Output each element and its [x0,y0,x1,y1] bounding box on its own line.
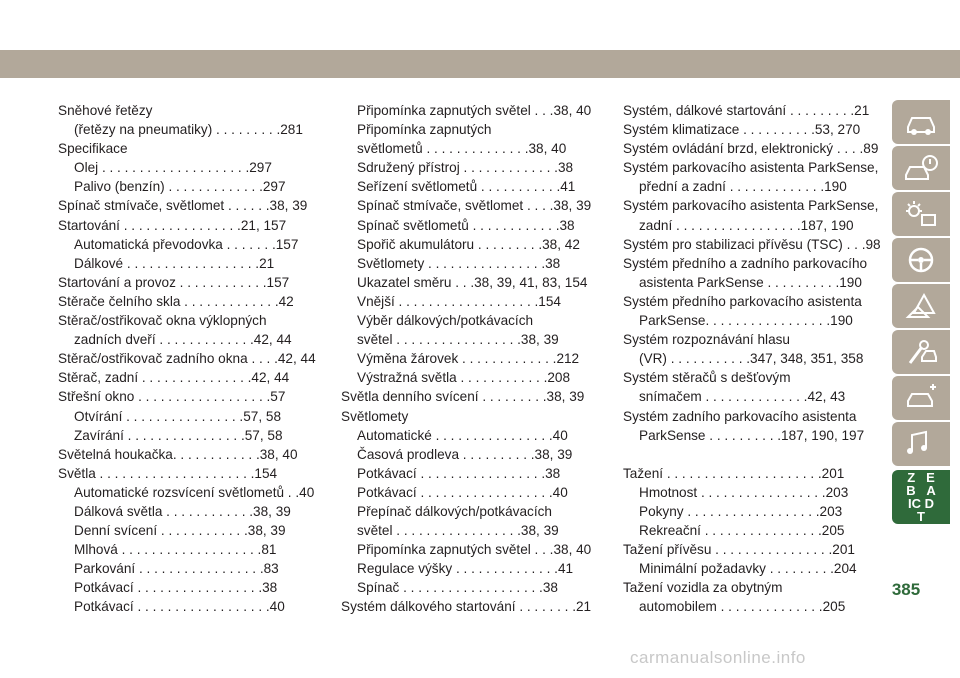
watermark-text: carmanualsonline.info [630,648,806,667]
index-entry: Specifikace [58,141,128,157]
index-column-3 [623,101,887,616]
index-entry: Automatické rozsvícení světlometů . .40 [74,484,315,500]
light-indicator-icon [904,199,938,229]
index-entry: Systém zadního parkovacího asistenta [623,408,857,424]
index-entry: Spínač světlometů . . . . . . . . . . . .38 [357,217,575,233]
index-entry: Potkávací . . . . . . . . . . . . . . . . .38 [74,580,278,596]
tab-steering-wheel-icon[interactable] [892,238,950,282]
index-entry: Zavírání . . . . . . . . . . . . . . . .57, 58 [74,427,283,443]
index-entry: Systém klimatizace . . . . . . . . . .53, 270 [623,122,861,138]
header-band [0,50,960,78]
index-entry: Tažení . . . . . . . . . . . . . . . . . . . . .201 [623,465,845,481]
index-entry: Připomínka zapnutých světel . . .38, 40 [357,103,592,118]
tab-light-indicator-icon[interactable] [892,192,950,236]
index-entry: Spínač . . . . . . . . . . . . . . . . . . .38 [357,580,558,596]
index-entry: Přepínač dálkových/potkávacích [357,503,552,519]
index-entry: Sdružený přístroj . . . . . . . . . . . . .38 [357,160,574,176]
tab-car-spec-icon[interactable] [892,376,950,420]
index-entry: Systém parkovacího asistenta ParkSense, [623,160,879,176]
index-entry: Sněhové řetězy [58,103,153,118]
index-entry: Olej . . . . . . . . . . . . . . . . . . . .297 [74,160,272,176]
index-entry: asistenta ParkSense . . . . . . . . . .190 [639,274,862,290]
index-entry: Rekreační . . . . . . . . . . . . . . . .205 [639,522,845,538]
index-entry: Výběr dálkových/potkávacích [357,313,534,329]
index-entry: Hmotnost . . . . . . . . . . . . . . . . .203 [639,484,849,500]
index-entry: Systém stěračů s dešťovým [623,370,791,386]
index-entry: Otvírání . . . . . . . . . . . . . . . .57, 58 [74,408,281,424]
road-hazard-icon [904,291,938,321]
radio-music-icon [904,429,938,459]
index-entry: Světlomety [341,408,409,424]
index-entry: (řetězy na pneumatiky) . . . . . . . . .281 [74,122,303,138]
index-entry: světel . . . . . . . . . . . . . . . . .38, 39 [357,523,559,539]
tab-warning-car-icon[interactable] [892,146,950,190]
page-number: 385 [891,580,921,599]
tab-index[interactable] [892,470,950,524]
index-entry: Minimální požadavky . . . . . . . . .204 [639,561,857,577]
index-entry: Dálkové . . . . . . . . . . . . . . . . . .21 [74,255,275,271]
index-entry: Potkávací . . . . . . . . . . . . . . . . . .40 [357,484,568,500]
index-entry: Světelná houkačka. . . . . . . . . . . .38, 40 [58,446,298,462]
index-entry: Mlhová . . . . . . . . . . . . . . . . . . .81 [74,542,277,558]
warning-car-icon [904,153,938,183]
index-entry: Systém, dálkové startování . . . . . . . . .21 [623,103,870,118]
index-entry: Parkování . . . . . . . . . . . . . . . . .83 [74,561,279,577]
index-entry: Výměna žárovek . . . . . . . . . . . . .212 [357,351,580,367]
index-entry: Potkávací . . . . . . . . . . . . . . . . . .40 [74,599,285,615]
index-entry: automobilem . . . . . . . . . . . . . .205 [639,599,846,615]
index-entry: Ukazatel směru . . .38, 39, 41, 83, 154 [357,274,588,290]
index-entry: Automatické . . . . . . . . . . . . . . . .40 [357,427,568,443]
index-entry: Pokyny . . . . . . . . . . . . . . . . . .203 [639,503,843,519]
index-entry: snímačem . . . . . . . . . . . . . .42, 43 [639,389,846,405]
index-entry: Stěrač/ostřikovač zadního okna . . . .42, 44 [58,351,316,367]
index-entry: Systém předního a zadního parkovacího [623,255,868,271]
index-entry: Světla denního svícení . . . . . . . . .38, 39 [341,389,585,405]
index-entry: Vnější . . . . . . . . . . . . . . . . . . .154 [357,293,561,309]
index-entry: Startování a provoz . . . . . . . . . . . .157 [58,274,290,290]
car-icon [904,107,938,137]
index-letters-icon: Z E B A IC D T [906,470,936,524]
index-entry: Potkávací . . . . . . . . . . . . . . . . .38 [357,465,561,481]
index-entry: Připomínka zapnutých světel . . .38, 40 [357,542,592,558]
index-entry: Světlomety . . . . . . . . . . . . . . . .38 [357,255,561,271]
index-entry: Stěrač, zadní . . . . . . . . . . . . . . .42, 44 [58,370,290,386]
index-entry: Seřízení světlometů . . . . . . . . . . .41 [357,179,576,195]
index-entry: (VR) . . . . . . . . . . .347, 348, 351, 358 [639,351,864,367]
index-entry: Systém dálkového startování . . . . . . . .21 [341,599,592,615]
index-entry: Časová prodleva . . . . . . . . . .38, 39 [357,446,573,462]
index-entry: Spínač stmívače, světlomet . . . . . .38, 39 [58,198,308,214]
index-entry: Spořič akumulátoru . . . . . . . . .38, 42 [357,236,580,252]
index-entry: Regulace výšky . . . . . . . . . . . . . .41 [357,561,574,577]
index-entry: Systém parkovacího asistenta ParkSense, [623,198,879,214]
index-entry: Střešní okno . . . . . . . . . . . . . . . . . .57 [58,389,286,405]
index-entry: Automatická převodovka . . . . . . .157 [74,236,299,252]
index-entry: Spínač stmívače, světlomet . . . .38, 39 [357,198,592,214]
index-entry: Systém ovládání brzd, elektronický . . . .89 [623,141,879,157]
index-entry: zadních dveří . . . . . . . . . . . . .42, 44 [74,332,292,348]
index-column-1 [58,101,322,617]
tab-road-hazard-icon[interactable] [892,284,950,328]
index-entry: zadní . . . . . . . . . . . . . . . . .187, 190 [639,217,854,233]
index-entry: světel . . . . . . . . . . . . . . . . .38, 39 [357,332,559,348]
wrench-car-icon [904,337,938,367]
index-entry: Připomínka zapnutých [357,122,492,138]
index-entry: přední a zadní . . . . . . . . . . . . .190 [639,179,847,195]
index-entry: Dálková světla . . . . . . . . . . . .38, 39 [74,503,291,519]
index-entry: Světla . . . . . . . . . . . . . . . . . . . . .154 [58,465,278,481]
index-entry: Tažení přívěsu . . . . . . . . . . . . . . . .201 [623,542,855,558]
steering-wheel-icon [904,245,938,275]
index-column-2 [341,101,605,617]
index-entry: Výstražná světla . . . . . . . . . . . .208 [357,370,571,386]
index-entry: Stěrač/ostřikovač okna výklopných [58,313,267,329]
index-entry: Systém předního parkovacího asistenta [623,293,862,309]
tab-wrench-car-icon[interactable] [892,330,950,374]
tab-car-icon[interactable] [892,100,950,144]
index-entry: ParkSense . . . . . . . . . .187, 190, 197 [639,427,865,443]
car-spec-icon [904,383,938,413]
index-entry: Startování . . . . . . . . . . . . . . . .21, 157 [58,217,287,233]
tab-radio-music-icon[interactable] [892,422,950,466]
index-entry: Systém rozpoznávání hlasu [623,332,790,348]
index-entry: Denní svícení . . . . . . . . . . . .38, 39 [74,523,286,539]
index-entry: Systém pro stabilizaci přívěsu (TSC) . . .98 [623,236,881,252]
index-entry: Stěrače čelního skla . . . . . . . . . . . . .42 [58,293,294,309]
index-entry: Palivo (benzín) . . . . . . . . . . . . .297 [74,179,286,195]
chapter-tabs [892,100,950,526]
index-entry: Tažení vozidla za obytným [623,580,783,596]
index-entry: ParkSense. . . . . . . . . . . . . . . . .190 [639,313,853,329]
index-entry: světlometů . . . . . . . . . . . . . .38, 40 [357,141,567,157]
